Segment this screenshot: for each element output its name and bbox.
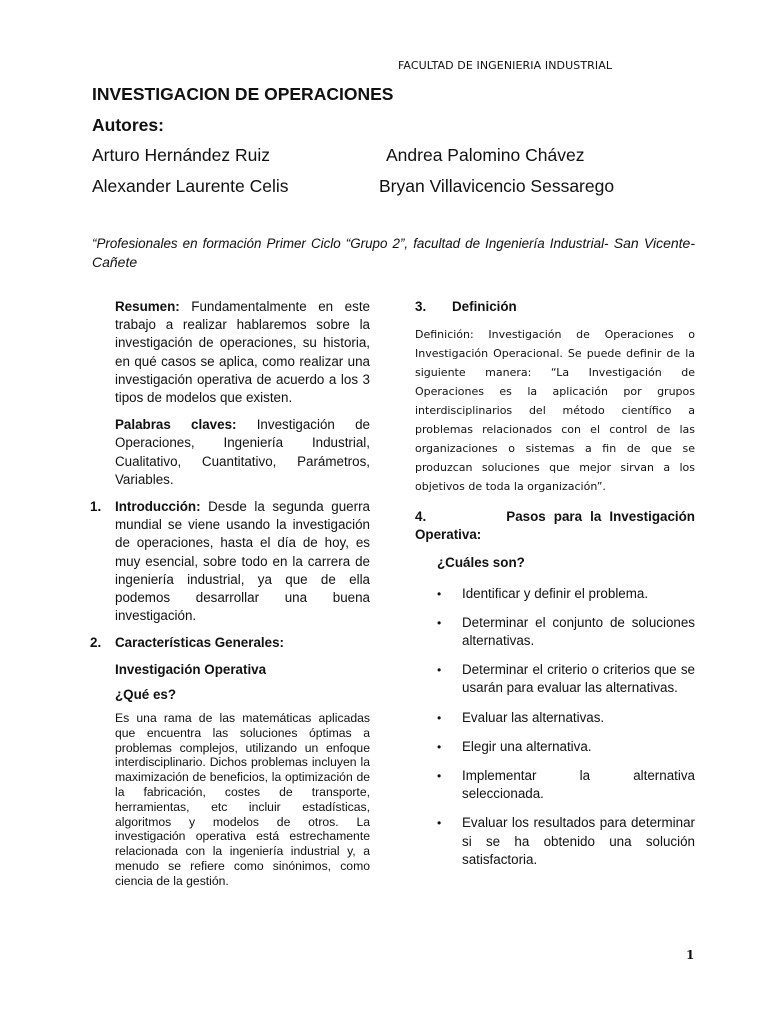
bullet-icon: • [437,586,442,601]
list-item [415,585,695,603]
definition-title: Definición [452,299,517,314]
section-steps-heading [415,508,695,544]
section-3-number: 3. [415,299,427,314]
steps-title: Pasos para la Investigación Operativa: [415,509,695,543]
bullet-icon: • [437,663,442,678]
step-4: Evaluar las alternativas. [462,709,605,725]
authors-label: Autores: [92,115,164,135]
step-7: Evaluar los resultados para determinar si se ha obtenido una solución satisfactoria. [462,815,695,867]
section-1-number: 1. [90,499,102,515]
bullet-icon: • [437,615,442,630]
list-item [415,738,695,756]
list-item [415,709,695,727]
step-1: Identificar y definir el problema. [462,585,649,601]
section-definition-heading [415,298,695,320]
affiliation-place: San Vicente-Cañete [92,235,696,270]
bullet-icon: • [437,739,442,754]
list-item [415,767,695,803]
intro-text: Desde la segunda guerra mundial se viene usando la investigación de operaciones, hasta el día de hoy, es muy esencial, sobre todo en la carrera de ingeniería industrial, ya que de ella podemos desarrollar una buena investigación. [115,499,370,624]
author-2: Andrea Palomino Chávez [386,145,585,165]
left-column [90,298,371,889]
bullet-icon: • [437,710,442,725]
right-column [415,298,695,869]
section-introduction [90,498,370,625]
list-item [415,814,695,869]
step-6: Implementar la alternativa seleccionada. [462,768,695,802]
keywords-label: Palabras claves: [115,417,237,433]
paper-title: INVESTIGACION DE OPERACIONES [92,84,394,104]
abstract [115,298,370,407]
characteristics-title: Características Generales: [115,635,284,651]
bullet-icon: • [437,769,442,784]
bullet-icon: • [437,816,442,831]
step-3: Determinar el criterio o criterios que se usarán para evaluar las alternativas. [462,662,695,696]
characteristics-subtitle: Investigación Operativa [115,661,267,677]
steps-heading [415,508,695,544]
intro-paragraph [115,498,370,625]
keywords-text: Investigación de Operaciones, Ingeniería Industrial, Cualitativo, Cuantitativo, Parámetros, Variables. [115,417,371,487]
step-2: Determinar el conjunto de soluciones alternativas. [462,614,695,649]
author-1: Arturo Hernández Ruiz [92,145,270,165]
section-4-number: 4. [415,509,427,524]
abstract-label: Resumen: [115,299,180,314]
characteristics-text: Es una rama de las matemáticas aplicadas que encuentra las soluciones óptimas a problemas complejos, utilizando un enfoque interdisciplinario. Dichos problemas incluyen la maximización de beneficios, la optimización de la fabricación, costes de transporte, herramientas, etc incluir estadísticas, algoritmos y modelos de otros. La investigación operativa está estrechamente relacionada con la ingeniería industrial y, a menudo se refiere como sinónimos, como ciencia de la gestión. [115,711,370,888]
keywords [115,416,370,489]
characteristics-question: ¿Qué es? [115,686,177,702]
abstract-text: Fundamentalmente en este trabajo a realizar hablaremos sobre la investigación de operaciones, su historia, en qué casos se aplica, como realizar una investigación operativa de acuerdo a los 3 tipos de modelos que existen. [115,299,370,406]
list-item [415,661,695,697]
section-2-number: 2. [90,635,102,651]
steps-list [415,585,695,869]
page-number: 1 [686,948,695,962]
definition-text: Definición: Investigación de Operaciones o Investigación Operacional. Se puede definir de la siguiente manera: “La Investigación de Operaciones es la aplicación por grupos interdisciplinarios del método científico a problemas relacionados con el control de las organizaciones o sistemas a fin de que se produzcan soluciones que mejor sirvan a los objetivos de toda la organización”. [415,328,695,493]
intro-label: Introducción: [115,499,201,515]
author-3: Alexander Laurente Celis [92,176,289,196]
list-item [415,614,695,650]
author-4: Bryan Villavicencio Sessarego [379,176,615,196]
steps-question: ¿Cuáles son? [437,555,525,571]
faculty-header: FACULTAD DE INGENIERIA INDUSTRIAL [398,59,613,72]
section-characteristics [90,634,370,888]
affiliation-text: “Profesionales en formación Primer Ciclo “Grupo 2”, facultad de Ingeniería Industrial- [92,236,609,251]
step-5: Elegir una alternativa. [462,738,592,754]
affiliation [92,234,695,272]
